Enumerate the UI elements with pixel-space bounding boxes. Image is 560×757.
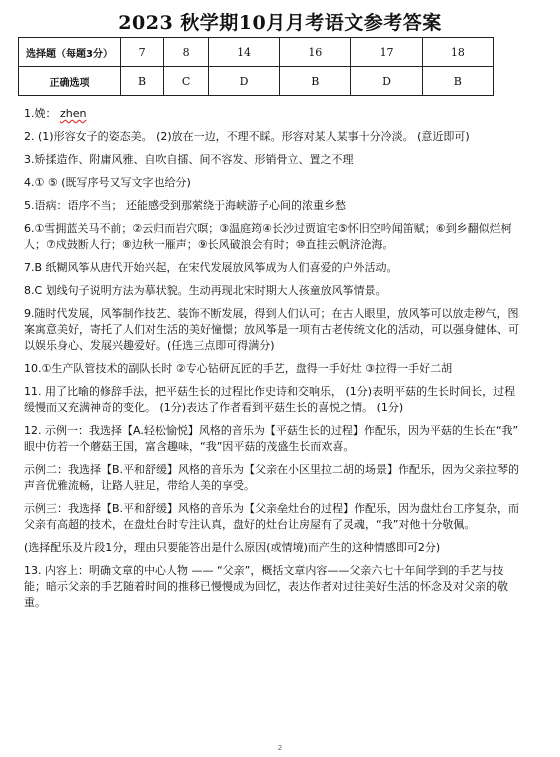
- table-answer-label: 正确选项: [19, 67, 121, 96]
- answer-item: 11. 用了比喻的修辞手法，把平菇生长的过程比作史诗和交响乐， (1分)表明平菇的生长时间长，过程 缓慢而又充满神奇的变化。 (1分)表达了作者看到平菇生长的喜悦之情。 (1分): [24, 385, 516, 414]
- answer-item: 8.C 划线句子说明方法为摹状貌。生动再现北宋时期大人孩童放风筝情景。: [24, 284, 387, 297]
- answer-item-lead: 1.娩：: [24, 107, 60, 120]
- answer-cell: C: [164, 67, 209, 96]
- answer-item: 6.①雪拥蓝关马不前；②云归而岩穴暝；③温庭筠④长沙过贾谊宅⑤怀旧空吟闻笛赋；⑥到乡翻似烂柯人；⑦戍鼓断人行；⑧边秋一雁声；⑨长风破浪会有时；⑩直挂云帆济沧海。: [24, 222, 512, 251]
- answer-cell: D: [208, 67, 279, 96]
- answer-cell: B: [280, 67, 351, 96]
- answer-item: 13. 内容上：明确文章的中心人物 —— “父亲”，概括文章内容——父亲六七十年间学到的手艺与技能；暗示父亲的手艺随着时间的推移已慢慢成为回忆，表达作者对过往美好生活的怀念及对父亲的敬重。: [24, 564, 508, 609]
- page-number: 2: [277, 744, 283, 752]
- answer-table: [18, 37, 494, 96]
- answer-item: 3.矫揉造作、附庸风雅、自吹自擂、间不容发、形销骨立、置之不理: [24, 153, 354, 166]
- answer-item: 示例三：我选择【B.平和舒缓】风格的音乐为【父亲垒灶台的过程】作配乐，因为盘灶台工序复杂，而父亲有高超的技术，在盘灶台时专注认真，盘好的灶台让房屋有了灵魂，“我”对他十分敬佩。: [24, 502, 520, 531]
- answer-item: 4.① ⑤ (既写序号又写文字也给分): [24, 176, 191, 189]
- page-title: 2023 秋学期10月月考语文参考答案: [118, 12, 442, 34]
- answer-item: 2. (1)形容女子的姿态美。 (2)放在一边，不理不睬。形容对某人某事十分冷淡。 (意近即可): [24, 130, 470, 143]
- answer-item: 9.随时代发展，风筝制作技艺、装饰不断发展，得到人们认可；在古人眼里，放风筝可以放走秽气，图案寓意美好，寄托了人们对生活的美好憧憬；放风筝是一项有古老传统文化的活动，可以强身健体、可以娱乐身心、发展兴趣爱好。(任选三点即可得满分): [24, 307, 519, 352]
- answer-item: (选择配乐及片段1分，理由只要能答出是什么原因(或情境)而产生的这种情感即可2分): [24, 541, 441, 554]
- answer-cell: B: [422, 67, 493, 96]
- pinyin-text: zhen: [60, 107, 87, 120]
- answer-body: [24, 106, 520, 618]
- answer-item: 10.①生产队管技术的副队长时 ②专心钻研瓦匠的手艺，盘得一手好灶 ③拉得一手好二胡: [24, 362, 453, 375]
- question-number: 17: [351, 38, 422, 67]
- question-number: 8: [164, 38, 209, 67]
- answer-item: 7.B 纸糊风筝从唐代开始兴起，在宋代发展放风筝成为人们喜爱的户外活动。: [24, 261, 398, 274]
- answer-cell: B: [121, 67, 164, 96]
- table-row-answers: [19, 67, 494, 96]
- answer-item: 示例二：我选择【B.平和舒缓】风格的音乐为【父亲在小区里拉二胡的场景】作配乐，因为父亲拉琴的声音优雅流畅，让路人驻足，带给人美的享受。: [24, 463, 520, 492]
- question-number: 18: [422, 38, 493, 67]
- question-number: 16: [280, 38, 351, 67]
- table-header-label: 选择题（每题3分）: [19, 38, 121, 67]
- table-row-questions: [19, 38, 494, 67]
- answer-item: 12. 示例一：我选择【A.轻松愉悦】风格的音乐为【平菇生长的过程】作配乐，因为平菇的生长在“我” 眼中仿若一个蘑菇王国，富含趣味，“我”因平菇的茂盛生长而欢喜。: [24, 424, 519, 453]
- answer-cell: D: [351, 67, 422, 96]
- question-number: 14: [208, 38, 279, 67]
- question-number: 7: [121, 38, 164, 67]
- answer-item: [24, 106, 520, 122]
- answer-item: 5.语病：语序不当； 还能感受到那萦绕于海峡游子心间的浓重乡愁: [24, 199, 346, 212]
